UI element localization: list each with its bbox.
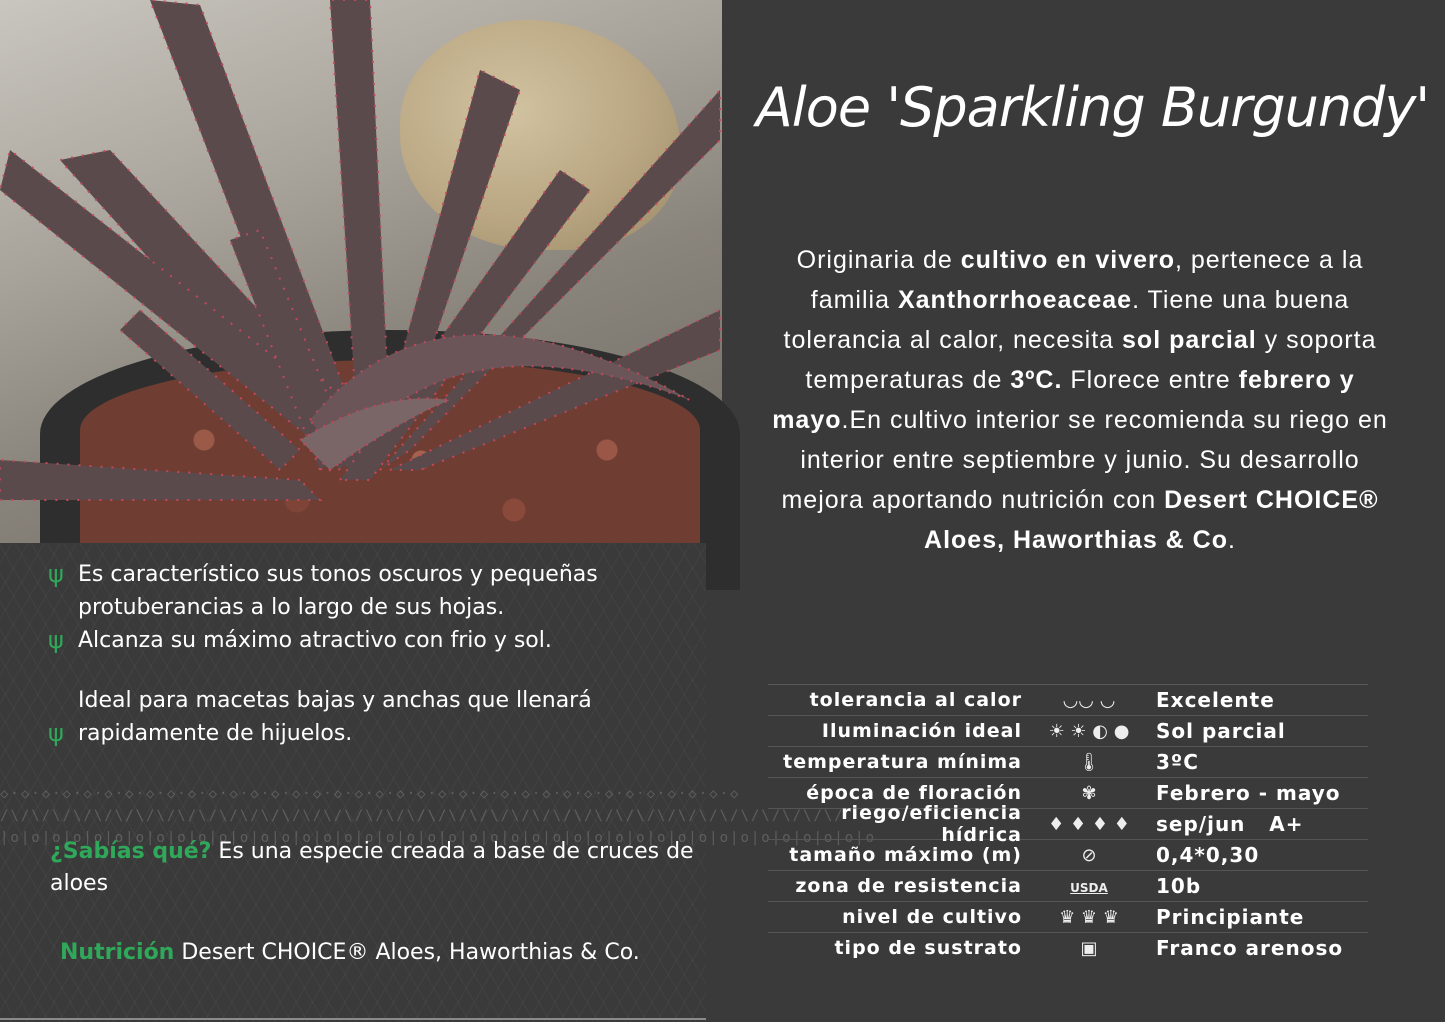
description-bold: Xanthorrhoeaceae: [897, 286, 1133, 314]
flower-icon: ✾: [1081, 782, 1097, 804]
nutrition-text: Desert CHOICE® Aloes, Haworthias & Co.: [174, 940, 640, 965]
table-row: [768, 715, 1368, 746]
table-row: [768, 746, 1368, 777]
table-row: [768, 684, 1368, 715]
substrate-icon: ▣: [1080, 937, 1098, 959]
spec-value: 3ºC: [1156, 750, 1199, 774]
water-drops-icon: ♦ ♦ ♦ ♦: [1048, 813, 1130, 835]
description-bold: febrero y mayo: [772, 366, 1355, 434]
did-you-know-text: Es una especie creada a base de cruces de aloes: [50, 839, 694, 896]
spec-value: Sol parcial: [1156, 719, 1286, 743]
cactus-icon: ψ: [48, 560, 64, 588]
diameter-icon: ⊘: [1081, 844, 1097, 866]
spec-value: sep/jun A+: [1156, 812, 1304, 836]
plant-description: [760, 240, 1400, 560]
plant-photo: [0, 0, 722, 543]
specs-table: [768, 684, 1368, 963]
spec-label: nivel de cultivo: [842, 906, 1022, 928]
usda-text: USDA: [1070, 880, 1108, 895]
spec-label: tamaño máximo (m): [789, 844, 1022, 866]
description-text: y soporta temperaturas de: [805, 326, 1377, 394]
description-bold: 3ºC.: [1010, 366, 1063, 394]
page-title: Aloe 'Sparkling Burgundy': [755, 76, 1430, 139]
nutrition-note: [60, 937, 700, 969]
did-you-know-label: ¿Sabías qué?: [50, 839, 212, 864]
spec-label: época de floración: [806, 782, 1022, 804]
spec-label: temperatura mínima: [783, 751, 1022, 773]
crowns-icon: ♛ ♛ ♛: [1059, 906, 1119, 928]
spec-value: Excelente: [1156, 688, 1275, 712]
table-row: [768, 901, 1368, 932]
list-item: [48, 684, 688, 750]
description-bold: Desert CHOICE® Aloes, Haworthias & Co: [924, 486, 1379, 554]
thermometer-icon: 🌡: [1077, 751, 1101, 773]
spec-label: riego/eficiencia hídrica: [841, 802, 1022, 846]
cactus-icon: ψ: [48, 626, 64, 654]
spec-label: Iluminación ideal: [821, 720, 1022, 742]
description-text: Originaria de: [796, 246, 961, 274]
bullet-text: Alcanza su máximo atractivo con frio y sol.: [78, 628, 552, 653]
list-item: [48, 558, 688, 624]
cactus-icon: ψ: [48, 719, 64, 747]
table-row: [768, 839, 1368, 870]
table-row: [768, 870, 1368, 901]
bottom-divider: [0, 1018, 706, 1020]
spec-value: 0,4*0,30: [1156, 843, 1260, 867]
spec-label: zona de resistencia: [795, 875, 1022, 897]
features-list: [48, 558, 688, 750]
description-text: .: [1228, 526, 1236, 554]
list-item: [48, 624, 688, 657]
spec-value: 10b: [1156, 874, 1202, 898]
table-row: [768, 802, 1368, 846]
bullet-text: Ideal para macetas bajas y anchas que llenará rapidamente de hijuelos.: [78, 688, 592, 746]
decorative-pattern: ◇·◇·◇·◇·◇·◇·◇·◇·◇·◇·◇·◇·◇·◇·◇·◇·◇·◇·◇·◇·◇·◇·◇·◇·◇·◇·◇·◇·◇·◇·◇·◇·◇·◇·◇·◇ /\/\/\/\/\/\/\/\/\/\/\/\/\/\/\/\/\/\/\/\/\/\/\/\/\/\/\/\/\/\/\/\/\/\/\/\/\/\/\/\/ |o|o|o|o|o|o|o|o|o|o|o|o|o|o|o|o|o|o|o|o|o|o|o|o|o|o|o|o|o|o|o|o|o|o|o|o|o|o|o|o|o|o: [0, 786, 877, 846]
description-text: .En cultivo interior se recomienda su riego en interior entre septiembre y junio. Su desarrollo mejora aportando nutrición con: [781, 406, 1388, 514]
sun-levels-icon: ☀ ☀ ◐ ●: [1048, 720, 1130, 742]
description-bold: sol parcial: [1122, 326, 1257, 354]
bullet-text: Es característico sus tonos oscuros y pequeñas protuberancias a lo largo de sus hojas.: [78, 562, 598, 620]
spec-value: Febrero - mayo: [1156, 781, 1341, 805]
spec-value: Franco arenoso: [1156, 936, 1344, 960]
aloe-plant-illustration: [0, 0, 722, 543]
heat-bowls-icon: ◡◡ ◡: [1062, 689, 1116, 711]
usda-icon: [1022, 876, 1156, 897]
description-text: . Tiene una buena tolerancia al calor, necesita: [783, 286, 1350, 354]
description-text: , pertenece a la familia: [810, 246, 1364, 314]
description-text: Florece entre: [1062, 366, 1239, 394]
nutrition-label: Nutrición: [60, 940, 175, 965]
description-bold: cultivo en vivero: [960, 246, 1176, 274]
table-row: [768, 932, 1368, 963]
spec-label: tipo de sustrato: [834, 937, 1022, 959]
did-you-know: [50, 836, 710, 900]
spec-value: Principiante: [1156, 905, 1305, 929]
spec-label: tolerancia al calor: [809, 689, 1022, 711]
